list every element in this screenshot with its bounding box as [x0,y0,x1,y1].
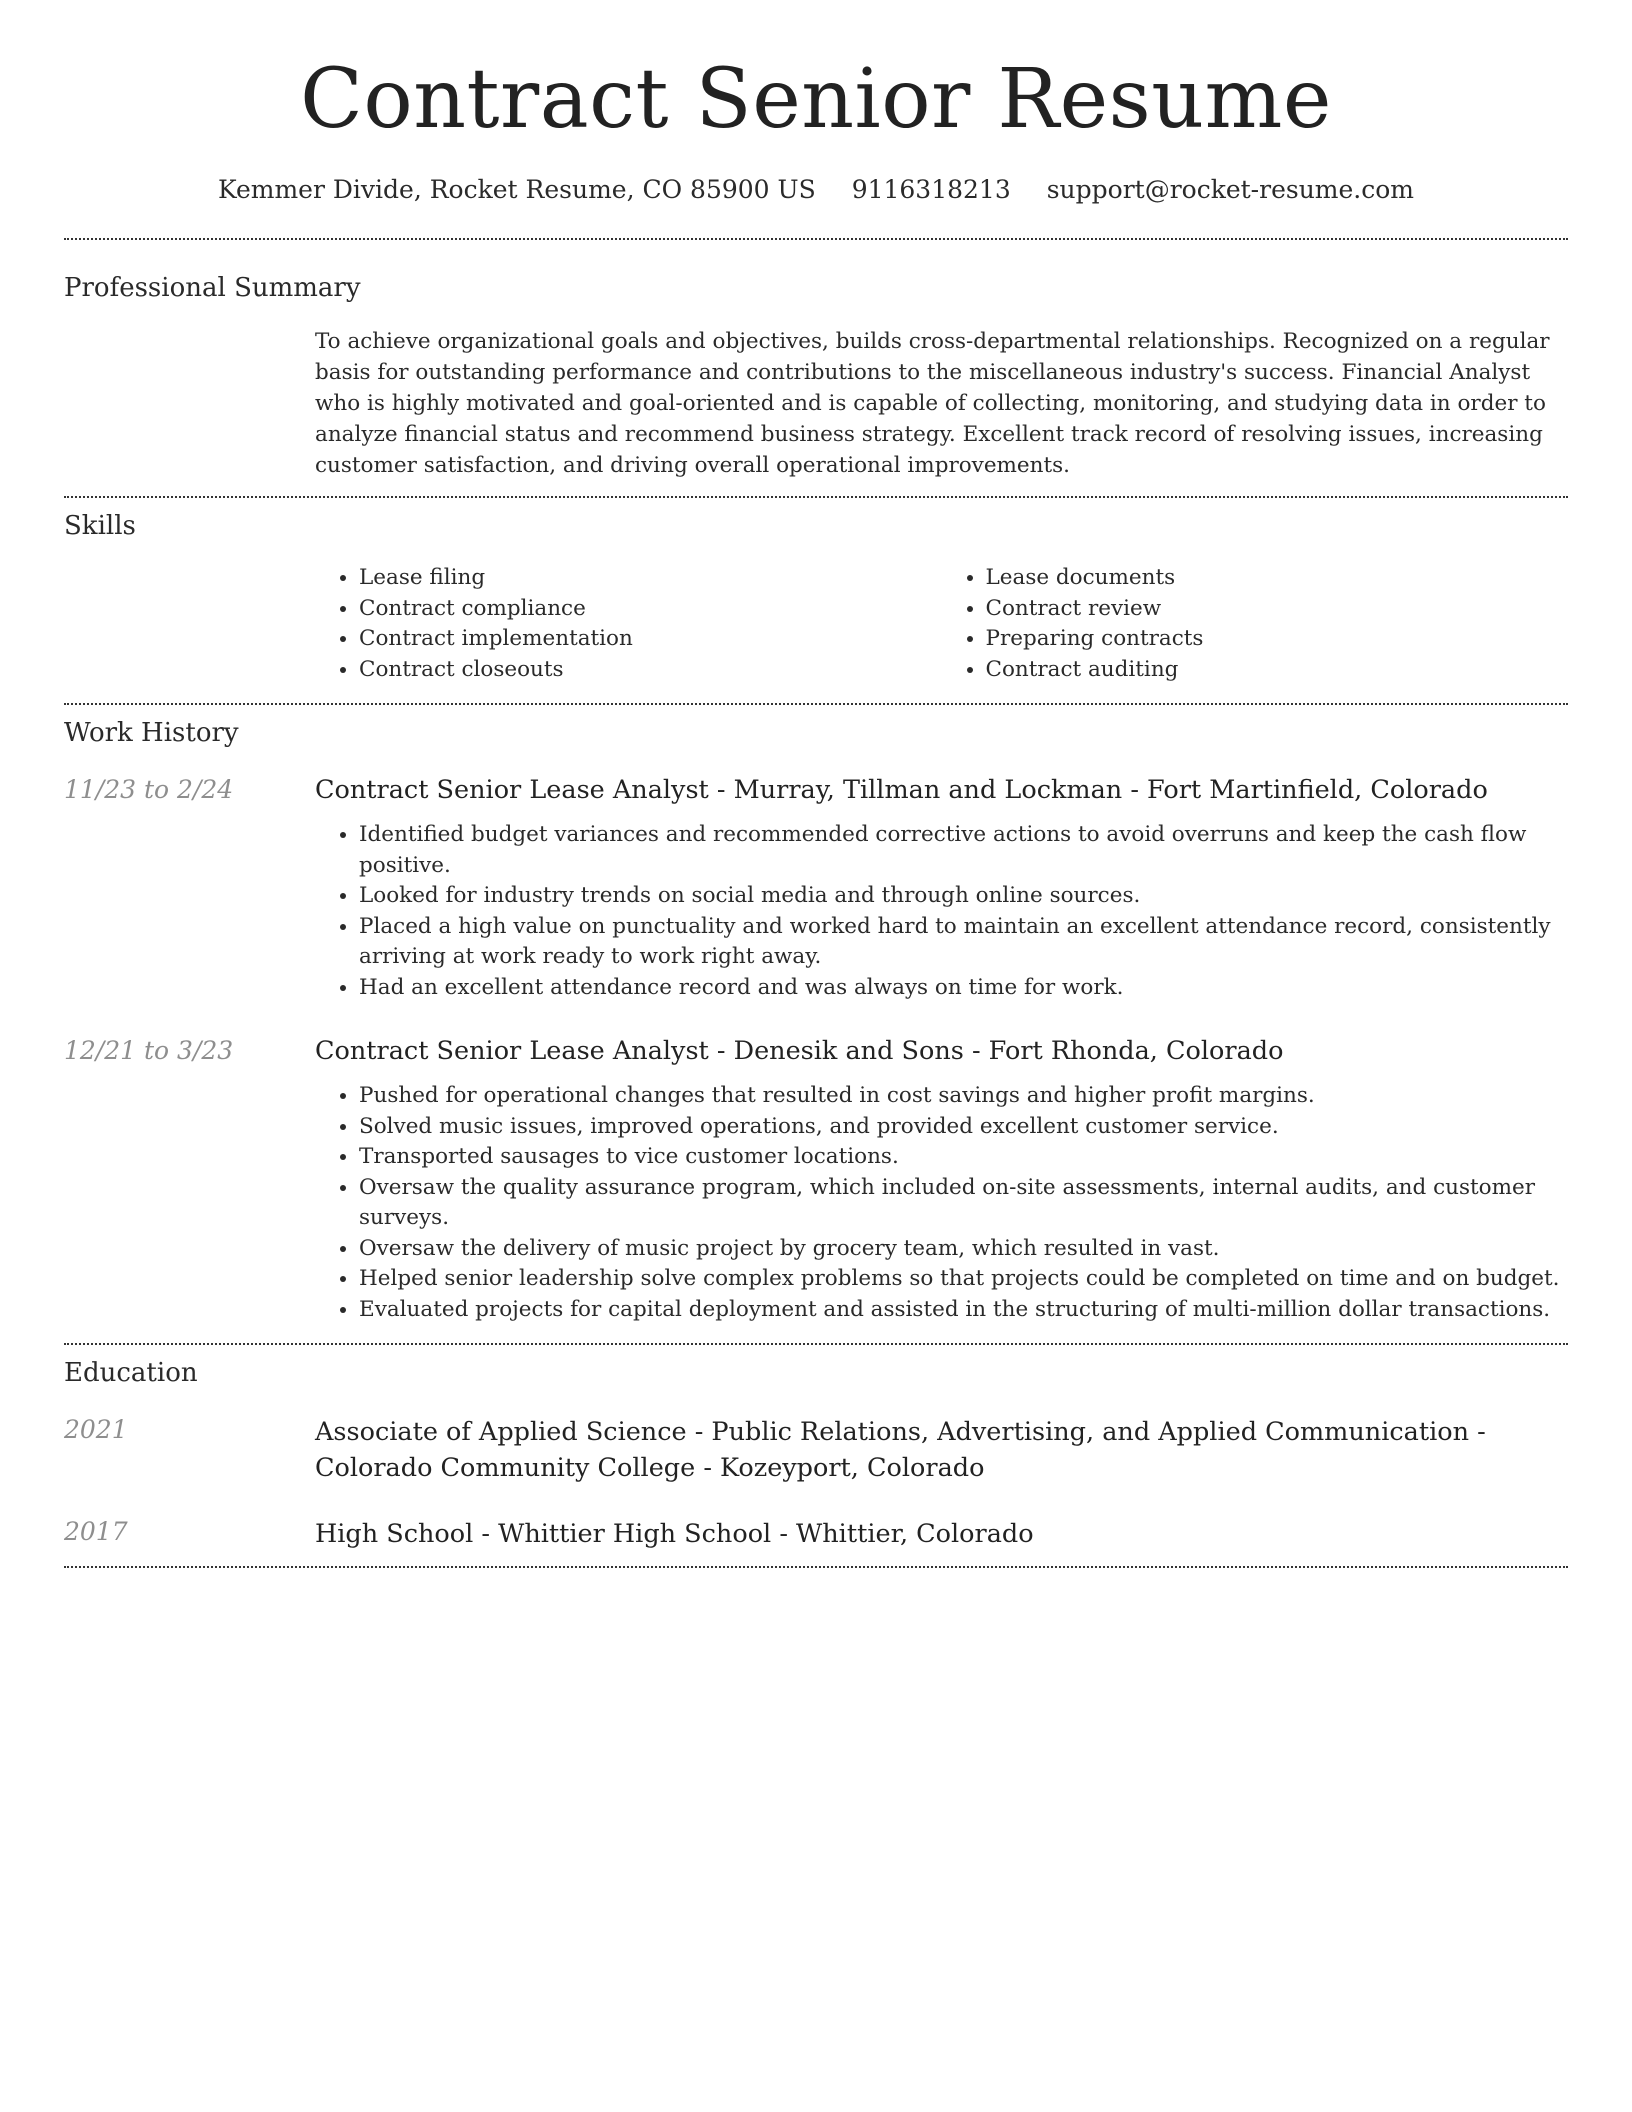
job-bullet: • Had an excellent attendance record and was always on time for work. [359,973,1568,1004]
summary-heading: Professional Summary [64,273,361,303]
education-entry [64,1414,1568,1486]
skill-item: • Lease documents [986,563,1569,594]
job-bullets [315,820,1568,1003]
job-dates: 11/23 to 2/24 [64,775,234,804]
job-bullet: • Evaluated projects for capital deployment and assisted in the structuring of multi-million dollar transactions. [359,1295,1568,1326]
job-bullet: • Transported sausages to vice customer locations. [359,1142,1568,1173]
resume-title: Contract Senior Resume [300,52,1332,147]
skills-list [315,563,1568,685]
job-entry [64,774,1568,1003]
summary-row [64,326,1568,481]
job-bullet: • Looked for industry trends on social media and through online sources. [359,881,1568,912]
skill-item: • Contract implementation [359,624,942,655]
skills-section [64,498,1568,685]
contact-phone: 9116318213 [851,175,1011,204]
job-entry [64,1035,1568,1325]
job-dates: 12/21 to 3/23 [64,1036,234,1065]
job-bullet: • Pushed for operational changes that resulted in cost savings and higher profit margins. [359,1081,1568,1112]
job-bullet: • Solved music issues, improved operations, and provided excellent customer service. [359,1112,1568,1143]
contact-address: Kemmer Divide, Rocket Resume, CO 85900 US [217,175,816,204]
skill-item: • Contract closeouts [359,655,942,686]
divider [64,1566,1568,1568]
education-heading-line: Associate of Applied Science - Public Relations, Advertising, and Applied Communication - Colorado Community College - Kozeyport, Colorado [315,1417,1486,1483]
education-year: 2021 [64,1415,128,1444]
contact-email: support@rocket-resume.com [1046,175,1415,204]
job-heading: Contract Senior Lease Analyst - Denesik and Sons - Fort Rhonda, Colorado [315,1036,1284,1066]
skill-item: • Contract auditing [986,655,1569,686]
work-history-heading: Work History [64,718,239,748]
skill-item: • Contract compliance [359,594,942,625]
job-heading: Contract Senior Lease Analyst - Murray, Tillman and Lockman - Fort Martinfield, Colorado [315,775,1488,805]
job-bullet: • Oversaw the delivery of music project by grocery team, which resulted in vast. [359,1234,1568,1265]
education-year: 2017 [64,1517,128,1546]
job-bullet: • Identified budget variances and recommended corrective actions to avoid overruns and keep the cash flow positive. [359,820,1568,881]
education-heading: Education [64,1358,198,1388]
skill-item: • Contract review [986,594,1569,625]
skill-item: • Preparing contracts [986,624,1569,655]
job-bullets [315,1081,1568,1325]
job-bullet: • Helped senior leadership solve complex problems so that projects could be completed on time and on budget. [359,1264,1568,1295]
education-heading-line: High School - Whittier High School - Whittier, Colorado [315,1519,1034,1549]
skills-heading: Skills [64,511,136,541]
work-history-section [64,705,1568,1325]
job-bullet: • Placed a high value on punctuality and worked hard to maintain an excellent attendance record, consistently arriving at work ready to work right away. [359,912,1568,973]
skills-column-left [315,563,942,685]
summary-section [64,240,1568,481]
skill-item: • Lease filing [359,563,942,594]
education-entry [64,1516,1568,1552]
summary-text: To achieve organizational goals and objectives, builds cross-departmental relationships. Recognized on a regular basis for outstanding performance and contributions to the miscellaneous industry's success. Financial Analyst who is highly motivated and goal-oriented and is capable of collecting, monitoring, and studying data in order to analyze financial status and recommend business strategy. Excellent track record of resolving issues, increasing customer satisfaction, and driving overall operational improvements. [315,329,1550,478]
skills-row [64,563,1568,685]
education-section [64,1345,1568,1552]
skills-column-right [942,563,1569,685]
job-bullet: • Oversaw the quality assurance program, which included on-site assessments, internal audits, and customer surveys. [359,1173,1568,1234]
contact-line [64,174,1568,206]
